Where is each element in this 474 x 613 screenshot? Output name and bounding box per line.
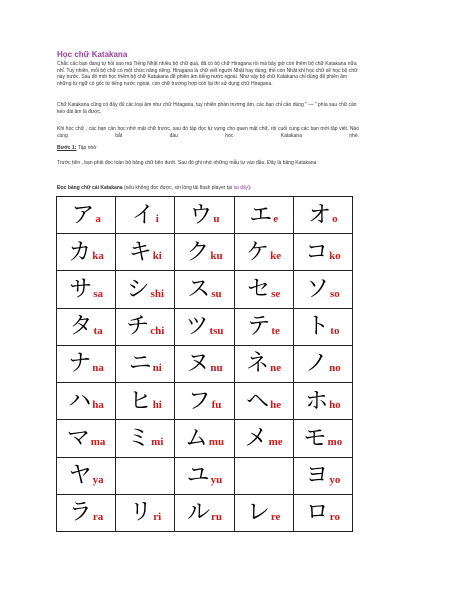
kana-cell-content bbox=[175, 234, 233, 270]
romaji-label: ya bbox=[92, 473, 104, 486]
step-label: Bước 1: bbox=[57, 145, 77, 151]
katakana-character: ル bbox=[186, 499, 210, 526]
kana-cell-content bbox=[175, 420, 233, 456]
kana-row bbox=[57, 494, 353, 531]
intro-paragraph: Chắc các bạn đang tự hỏi sao mà Tiếng Nhật nhiều bộ chữ quá, đã có bộ chữ Hiragana rồi mà bây giờ còn thêm bộ chữ Katakana nữa nhỉ. Tuy nhiên, mỗi bộ chữ có một chức năng riêng. Hiragana là chữ viết người Nhật hay dùng, thế còn Nhật khi học chữ sẽ học bộ chữ này trước. Sau đó mới học thêm bộ chữ Katakana để phiên âm tiếng nước ngoài. Như vậy bộ chữ Katakana chỉ dùng để phiên âm những từ ngữ có gốc từ tiếng nước ngoài, còn chữ trường hợp còn lại thì sử dụng chữ Hiragana. bbox=[57, 61, 358, 87]
table-caption-title: Đọc bảng chữ cái Katakana bbox=[57, 185, 123, 191]
katakana-character: ム bbox=[184, 424, 208, 451]
romaji-label: he bbox=[270, 399, 282, 412]
kana-cell-content bbox=[57, 346, 115, 382]
romaji-label: chi bbox=[150, 324, 165, 337]
kana-cell-content bbox=[175, 309, 233, 345]
katakana-character: ニ bbox=[128, 350, 152, 377]
kana-row bbox=[57, 383, 353, 420]
kana-cell bbox=[293, 197, 352, 234]
kana-cell bbox=[293, 383, 352, 420]
katakana-character: サ bbox=[69, 276, 93, 303]
kana-cell bbox=[293, 234, 352, 271]
kana-cell-content bbox=[116, 197, 174, 233]
kana-cell-content bbox=[294, 309, 352, 345]
kana-cell bbox=[293, 345, 352, 382]
kana-cell-content bbox=[294, 271, 352, 307]
kana-cell bbox=[234, 234, 293, 271]
kana-cell bbox=[57, 308, 116, 345]
katakana-character: ラ bbox=[68, 499, 92, 526]
kana-cell bbox=[116, 234, 175, 271]
romaji-label: me bbox=[268, 436, 283, 449]
kana-cell bbox=[175, 457, 234, 494]
katakana-character: フ bbox=[187, 387, 211, 414]
katakana-character: タ bbox=[69, 313, 93, 340]
kana-cell bbox=[175, 345, 234, 382]
kana-cell-content bbox=[116, 271, 174, 307]
kana-cell-content bbox=[116, 346, 174, 382]
romaji-label: mo bbox=[327, 436, 343, 449]
kana-cell bbox=[57, 234, 116, 271]
kana-row bbox=[57, 234, 353, 271]
kana-cell bbox=[116, 197, 175, 234]
kana-cell bbox=[234, 345, 293, 382]
katakana-table bbox=[56, 196, 353, 532]
katakana-character: モ bbox=[303, 424, 327, 451]
kana-cell bbox=[175, 494, 234, 531]
romaji-label: o bbox=[332, 213, 338, 226]
flash-download-link[interactable]: tại đây bbox=[233, 185, 249, 191]
kana-cell-content bbox=[175, 271, 233, 307]
romaji-label: ha bbox=[92, 399, 104, 412]
romaji-label: sa bbox=[93, 287, 103, 300]
katakana-character: シ bbox=[126, 276, 150, 303]
kana-cell bbox=[175, 420, 234, 457]
kana-cell-content bbox=[57, 197, 115, 233]
katakana-character: ミ bbox=[127, 424, 151, 451]
kana-cell-content bbox=[116, 234, 174, 270]
romaji-label: hi bbox=[152, 399, 162, 412]
kana-cell bbox=[57, 383, 116, 420]
katakana-character: メ bbox=[244, 424, 268, 451]
kana-cell-content bbox=[175, 458, 233, 494]
kana-row bbox=[57, 420, 353, 457]
romaji-label: ni bbox=[152, 361, 162, 374]
romaji-label: ma bbox=[90, 436, 106, 449]
kana-row bbox=[57, 345, 353, 382]
kana-cell bbox=[234, 271, 293, 308]
kana-cell-content bbox=[175, 495, 233, 531]
kana-cell bbox=[57, 345, 116, 382]
kana-cell-content bbox=[235, 346, 293, 382]
romaji-label: re bbox=[270, 510, 281, 523]
katakana-character: ト bbox=[306, 313, 330, 340]
kana-cell-content bbox=[235, 197, 293, 233]
romaji-label: i bbox=[155, 213, 159, 226]
kana-cell-content bbox=[175, 346, 233, 382]
long-vowel-paragraph: Chữ Katakana cũng có đầy đủ các loại âm như chữ Hiragana, tuy nhiên phần trường âm, các bạn chỉ cần dùng " — " phía sau chữ cần kéo dài âm là được. bbox=[57, 102, 357, 115]
kana-cell-content bbox=[116, 309, 174, 345]
table-caption-note: (nếu không đọc được, xin lòng tải flash player tại bbox=[122, 185, 234, 191]
kana-cell-content bbox=[57, 495, 115, 531]
kana-cell-content bbox=[57, 309, 115, 345]
romaji-label: su bbox=[211, 287, 222, 300]
kana-cell bbox=[293, 308, 352, 345]
kana-cell-content bbox=[294, 346, 352, 382]
katakana-character: レ bbox=[246, 499, 270, 526]
kana-cell-content bbox=[294, 495, 352, 531]
kana-cell-content bbox=[235, 309, 293, 345]
katakana-character: ケ bbox=[246, 238, 270, 265]
kana-cell-content bbox=[175, 197, 233, 233]
katakana-character: ユ bbox=[186, 462, 210, 489]
study-method-paragraph: Khi học chữ , các bạn cần học nhớ mặt chữ trước, sau đó tập đọc từ vựng cho quen mặt chữ, rồi cuối cùng các bạn mới tập viết. Nào cùng bắt đầu học Katakana nhé. bbox=[57, 126, 359, 139]
romaji-label: se bbox=[271, 287, 281, 300]
katakana-character: チ bbox=[126, 313, 150, 340]
step-heading bbox=[57, 145, 97, 151]
kana-cell bbox=[234, 494, 293, 531]
katakana-character: ヘ bbox=[246, 387, 270, 414]
kana-cell bbox=[293, 420, 352, 457]
katakana-character: ネ bbox=[246, 350, 270, 377]
katakana-character: ス bbox=[187, 276, 211, 303]
instruction-paragraph: Trước tiên , bạn phải đọc toàn bộ bảng chữ bên dưới. Sau đó ghi nhớ những mẫu tự vào đầu. Đây là bảng Katakana bbox=[57, 160, 317, 166]
katakana-character: ウ bbox=[189, 201, 213, 228]
katakana-character: コ bbox=[305, 238, 329, 265]
kana-cell bbox=[57, 271, 116, 308]
romaji-label: ta bbox=[93, 324, 103, 337]
katakana-character: イ bbox=[131, 201, 155, 228]
kana-cell-content bbox=[235, 458, 293, 494]
romaji-label: shi bbox=[150, 287, 165, 300]
page-title: Học chữ Katakana bbox=[57, 50, 128, 59]
romaji-label: fu bbox=[211, 399, 222, 412]
katakana-character: ツ bbox=[185, 313, 209, 340]
kana-cell-content bbox=[235, 234, 293, 270]
romaji-label: e bbox=[273, 213, 279, 226]
kana-row bbox=[57, 457, 353, 494]
romaji-label: ru bbox=[210, 510, 222, 523]
katakana-character: テ bbox=[247, 313, 271, 340]
katakana-character: マ bbox=[66, 424, 90, 451]
romaji-label: ku bbox=[210, 250, 223, 263]
katakana-character: ク bbox=[186, 238, 210, 265]
kana-cell-content bbox=[235, 420, 293, 456]
kana-cell-content bbox=[116, 383, 174, 419]
katakana-character: オ bbox=[308, 201, 332, 228]
table-caption-close: ): bbox=[248, 185, 252, 191]
step-text: Tập nhớ bbox=[77, 145, 97, 151]
kana-cell bbox=[175, 308, 234, 345]
kana-cell bbox=[116, 271, 175, 308]
kana-cell-content bbox=[235, 271, 293, 307]
katakana-character: ハ bbox=[68, 387, 92, 414]
kana-cell bbox=[57, 457, 116, 494]
katakana-character: ヤ bbox=[68, 462, 92, 489]
kana-cell bbox=[116, 345, 175, 382]
kana-row bbox=[57, 271, 353, 308]
kana-cell-content bbox=[116, 495, 174, 531]
katakana-character: リ bbox=[129, 499, 153, 526]
kana-cell bbox=[234, 420, 293, 457]
kana-cell bbox=[116, 457, 175, 494]
kana-cell-content bbox=[235, 495, 293, 531]
romaji-label: yo bbox=[329, 473, 341, 486]
katakana-character: ナ bbox=[68, 350, 92, 377]
kana-cell-content bbox=[57, 458, 115, 494]
kana-cell-content bbox=[57, 271, 115, 307]
katakana-character: ア bbox=[71, 201, 95, 228]
katakana-character: ヨ bbox=[305, 462, 329, 489]
romaji-label: ki bbox=[152, 250, 162, 263]
romaji-label: ka bbox=[92, 250, 104, 263]
kana-cell bbox=[234, 308, 293, 345]
romaji-label: mu bbox=[208, 436, 225, 449]
kana-cell-content bbox=[57, 420, 115, 456]
kana-cell-content bbox=[175, 383, 233, 419]
katakana-character: ホ bbox=[305, 387, 329, 414]
romaji-label: ro bbox=[329, 510, 340, 523]
kana-row bbox=[57, 197, 353, 234]
romaji-label: u bbox=[213, 213, 220, 226]
kana-cell bbox=[57, 197, 116, 234]
kana-cell-content bbox=[116, 420, 174, 456]
romaji-label: ko bbox=[329, 250, 341, 263]
kana-cell bbox=[57, 494, 116, 531]
kana-cell bbox=[234, 383, 293, 420]
romaji-label: tsu bbox=[209, 324, 224, 337]
kana-cell bbox=[116, 383, 175, 420]
kana-cell bbox=[116, 308, 175, 345]
romaji-label: na bbox=[92, 361, 104, 374]
kana-cell-content bbox=[294, 197, 352, 233]
romaji-label: ri bbox=[153, 510, 162, 523]
kana-cell bbox=[234, 197, 293, 234]
kana-cell-content bbox=[294, 234, 352, 270]
katakana-character: セ bbox=[247, 276, 271, 303]
romaji-label: ho bbox=[329, 399, 341, 412]
kana-cell-content bbox=[57, 383, 115, 419]
kana-cell bbox=[293, 271, 352, 308]
katakana-character: ノ bbox=[305, 350, 329, 377]
romaji-label: a bbox=[95, 213, 101, 226]
kana-cell bbox=[175, 383, 234, 420]
kana-cell bbox=[293, 457, 352, 494]
romaji-label: te bbox=[271, 324, 280, 337]
kana-cell bbox=[116, 420, 175, 457]
romaji-label: nu bbox=[210, 361, 223, 374]
romaji-label: no bbox=[329, 361, 341, 374]
romaji-label: ra bbox=[92, 510, 104, 523]
katakana-character: ヌ bbox=[186, 350, 210, 377]
kana-cell-content bbox=[294, 420, 352, 456]
romaji-label: ke bbox=[270, 250, 282, 263]
kana-cell bbox=[234, 457, 293, 494]
kana-row bbox=[57, 308, 353, 345]
kana-cell-content bbox=[294, 383, 352, 419]
katakana-character: カ bbox=[68, 238, 92, 265]
kana-cell bbox=[293, 494, 352, 531]
kana-cell bbox=[175, 271, 234, 308]
katakana-character: ロ bbox=[305, 499, 329, 526]
romaji-label: mi bbox=[151, 436, 164, 449]
romaji-label: yu bbox=[210, 473, 223, 486]
katakana-character: ソ bbox=[305, 276, 329, 303]
kana-cell-content bbox=[235, 383, 293, 419]
katakana-character: ヒ bbox=[128, 387, 152, 414]
table-caption bbox=[57, 185, 377, 192]
kana-cell-content bbox=[294, 458, 352, 494]
kana-cell bbox=[57, 420, 116, 457]
kana-cell bbox=[175, 197, 234, 234]
kana-cell-content bbox=[116, 458, 174, 494]
kana-cell bbox=[116, 494, 175, 531]
kana-cell-content bbox=[57, 234, 115, 270]
katakana-character: キ bbox=[128, 238, 152, 265]
romaji-label: to bbox=[330, 324, 340, 337]
romaji-label: ne bbox=[270, 361, 282, 374]
katakana-character: エ bbox=[249, 201, 273, 228]
kana-cell bbox=[175, 234, 234, 271]
romaji-label: so bbox=[329, 287, 340, 300]
